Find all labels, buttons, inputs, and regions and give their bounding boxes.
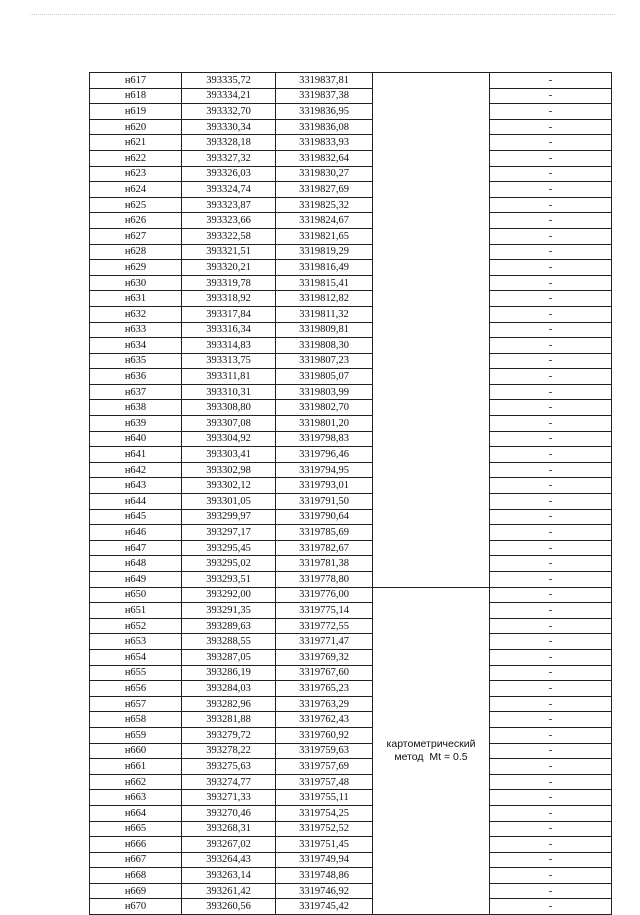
y-coordinate-cell: 3319811,32 xyxy=(276,306,373,322)
note-cell: - xyxy=(490,150,612,166)
x-coordinate-cell: 393302,12 xyxy=(182,478,276,494)
table-row xyxy=(90,696,612,712)
table-row xyxy=(90,462,612,478)
x-coordinate-cell: 393267,02 xyxy=(182,837,276,853)
point-name-cell: н632 xyxy=(90,306,182,322)
point-name-cell: н634 xyxy=(90,338,182,354)
point-name-cell: н635 xyxy=(90,353,182,369)
point-name-cell: н638 xyxy=(90,400,182,416)
y-coordinate-cell: 3319816,49 xyxy=(276,260,373,276)
table-row xyxy=(90,369,612,385)
point-name-cell: н637 xyxy=(90,384,182,400)
note-cell: - xyxy=(490,649,612,665)
y-coordinate-cell: 3319752,52 xyxy=(276,821,373,837)
point-name-cell: н650 xyxy=(90,587,182,603)
table-row xyxy=(90,665,612,681)
point-name-cell: н618 xyxy=(90,88,182,104)
note-cell: - xyxy=(490,665,612,681)
note-cell: - xyxy=(490,384,612,400)
note-cell: - xyxy=(490,244,612,260)
point-name-cell: н661 xyxy=(90,759,182,775)
table-row xyxy=(90,416,612,432)
note-cell: - xyxy=(490,431,612,447)
x-coordinate-cell: 393323,87 xyxy=(182,197,276,213)
x-coordinate-cell: 393330,34 xyxy=(182,119,276,135)
x-coordinate-cell: 393320,21 xyxy=(182,260,276,276)
y-coordinate-cell: 3319765,23 xyxy=(276,681,373,697)
point-name-cell: н656 xyxy=(90,681,182,697)
x-coordinate-cell: 393271,33 xyxy=(182,790,276,806)
point-name-cell: н642 xyxy=(90,462,182,478)
table-row xyxy=(90,400,612,416)
y-coordinate-cell: 3319830,27 xyxy=(276,166,373,182)
table-row xyxy=(90,540,612,556)
y-coordinate-cell: 3319782,67 xyxy=(276,540,373,556)
table-row xyxy=(90,572,612,588)
y-coordinate-cell: 3319771,47 xyxy=(276,634,373,650)
y-coordinate-cell: 3319748,86 xyxy=(276,868,373,884)
table-row xyxy=(90,681,612,697)
point-name-cell: н627 xyxy=(90,228,182,244)
y-coordinate-cell: 3319825,32 xyxy=(276,197,373,213)
note-cell: - xyxy=(490,213,612,229)
x-coordinate-cell: 393322,58 xyxy=(182,228,276,244)
point-name-cell: н660 xyxy=(90,743,182,759)
x-coordinate-cell: 393321,51 xyxy=(182,244,276,260)
note-cell: - xyxy=(490,416,612,432)
x-coordinate-cell: 393279,72 xyxy=(182,727,276,743)
x-coordinate-cell: 393308,80 xyxy=(182,400,276,416)
x-coordinate-cell: 393326,03 xyxy=(182,166,276,182)
x-coordinate-cell: 393286,19 xyxy=(182,665,276,681)
y-coordinate-cell: 3319809,81 xyxy=(276,322,373,338)
note-cell: - xyxy=(490,119,612,135)
y-coordinate-cell: 3319791,50 xyxy=(276,494,373,510)
point-name-cell: н630 xyxy=(90,275,182,291)
y-coordinate-cell: 3319757,69 xyxy=(276,759,373,775)
note-cell: - xyxy=(490,462,612,478)
table-row xyxy=(90,260,612,276)
table-row xyxy=(90,618,612,634)
x-coordinate-cell: 393274,77 xyxy=(182,774,276,790)
x-coordinate-cell: 393334,21 xyxy=(182,88,276,104)
note-cell: - xyxy=(490,509,612,525)
y-coordinate-cell: 3319754,25 xyxy=(276,805,373,821)
point-name-cell: н666 xyxy=(90,837,182,853)
y-coordinate-cell: 3319794,95 xyxy=(276,462,373,478)
method-accuracy: метод Mt = 0.5 xyxy=(394,750,468,763)
note-cell: - xyxy=(490,603,612,619)
point-name-cell: н636 xyxy=(90,369,182,385)
note-cell: - xyxy=(490,805,612,821)
y-coordinate-cell: 3319837,81 xyxy=(276,73,373,89)
y-coordinate-cell: 3319762,43 xyxy=(276,712,373,728)
point-name-cell: н633 xyxy=(90,322,182,338)
table-row xyxy=(90,634,612,650)
table-row xyxy=(90,244,612,260)
point-name-cell: н655 xyxy=(90,665,182,681)
x-coordinate-cell: 393260,56 xyxy=(182,899,276,915)
point-name-cell: н646 xyxy=(90,525,182,541)
table-row xyxy=(90,322,612,338)
note-cell: - xyxy=(490,182,612,198)
page-top-divider xyxy=(30,14,615,16)
x-coordinate-cell: 393328,18 xyxy=(182,135,276,151)
point-name-cell: н625 xyxy=(90,197,182,213)
point-name-cell: н631 xyxy=(90,291,182,307)
point-name-cell: н645 xyxy=(90,509,182,525)
x-coordinate-cell: 393307,08 xyxy=(182,416,276,432)
x-coordinate-cell: 393319,78 xyxy=(182,275,276,291)
point-name-cell: н658 xyxy=(90,712,182,728)
table-row xyxy=(90,868,612,884)
y-coordinate-cell: 3319778,80 xyxy=(276,572,373,588)
table-row xyxy=(90,228,612,244)
note-cell: - xyxy=(490,790,612,806)
x-coordinate-cell: 393311,81 xyxy=(182,369,276,385)
y-coordinate-cell: 3319755,11 xyxy=(276,790,373,806)
x-coordinate-cell: 393317,84 xyxy=(182,306,276,322)
x-coordinate-cell: 393287,05 xyxy=(182,649,276,665)
x-coordinate-cell: 393332,70 xyxy=(182,104,276,120)
table-row xyxy=(90,712,612,728)
y-coordinate-cell: 3319746,92 xyxy=(276,883,373,899)
x-coordinate-cell: 393303,41 xyxy=(182,447,276,463)
y-coordinate-cell: 3319824,67 xyxy=(276,213,373,229)
note-cell: - xyxy=(490,228,612,244)
y-coordinate-cell: 3319769,32 xyxy=(276,649,373,665)
point-name-cell: н649 xyxy=(90,572,182,588)
point-name-cell: н626 xyxy=(90,213,182,229)
x-coordinate-cell: 393324,74 xyxy=(182,182,276,198)
x-coordinate-cell: 393295,02 xyxy=(182,556,276,572)
x-coordinate-cell: 393278,22 xyxy=(182,743,276,759)
table-row xyxy=(90,727,612,743)
point-name-cell: н624 xyxy=(90,182,182,198)
note-cell: - xyxy=(490,681,612,697)
table-row xyxy=(90,883,612,899)
table-row xyxy=(90,852,612,868)
table-row xyxy=(90,494,612,510)
y-coordinate-cell: 3319798,83 xyxy=(276,431,373,447)
table-row xyxy=(90,743,612,759)
note-cell: - xyxy=(490,306,612,322)
note-cell: - xyxy=(490,135,612,151)
point-name-cell: н664 xyxy=(90,805,182,821)
y-coordinate-cell: 3319815,41 xyxy=(276,275,373,291)
note-cell: - xyxy=(490,759,612,775)
y-coordinate-cell: 3319790,64 xyxy=(276,509,373,525)
table-row xyxy=(90,338,612,354)
x-coordinate-cell: 393310,31 xyxy=(182,384,276,400)
table-row xyxy=(90,166,612,182)
note-cell: - xyxy=(490,556,612,572)
note-cell: - xyxy=(490,634,612,650)
coordinates-table xyxy=(89,72,612,915)
y-coordinate-cell: 3319807,23 xyxy=(276,353,373,369)
point-name-cell: н644 xyxy=(90,494,182,510)
y-coordinate-cell: 3319781,38 xyxy=(276,556,373,572)
note-cell: - xyxy=(490,821,612,837)
x-coordinate-cell: 393291,35 xyxy=(182,603,276,619)
table-row xyxy=(90,431,612,447)
x-coordinate-cell: 393292,00 xyxy=(182,587,276,603)
note-cell: - xyxy=(490,743,612,759)
x-coordinate-cell: 393268,31 xyxy=(182,821,276,837)
note-cell: - xyxy=(490,883,612,899)
note-cell: - xyxy=(490,338,612,354)
method-cell xyxy=(373,587,490,914)
point-name-cell: н665 xyxy=(90,821,182,837)
table-row xyxy=(90,509,612,525)
y-coordinate-cell: 3319745,42 xyxy=(276,899,373,915)
x-coordinate-cell: 393270,46 xyxy=(182,805,276,821)
y-coordinate-cell: 3319803,99 xyxy=(276,384,373,400)
point-name-cell: н668 xyxy=(90,868,182,884)
y-coordinate-cell: 3319832,64 xyxy=(276,150,373,166)
note-cell: - xyxy=(490,868,612,884)
x-coordinate-cell: 393304,92 xyxy=(182,431,276,447)
table-row xyxy=(90,774,612,790)
y-coordinate-cell: 3319801,20 xyxy=(276,416,373,432)
table-row xyxy=(90,478,612,494)
point-name-cell: н651 xyxy=(90,603,182,619)
table-row xyxy=(90,353,612,369)
point-name-cell: н641 xyxy=(90,447,182,463)
y-coordinate-cell: 3319812,82 xyxy=(276,291,373,307)
y-coordinate-cell: 3319776,00 xyxy=(276,587,373,603)
y-coordinate-cell: 3319827,69 xyxy=(276,182,373,198)
table-row xyxy=(90,649,612,665)
point-name-cell: н657 xyxy=(90,696,182,712)
table-row xyxy=(90,213,612,229)
point-name-cell: н640 xyxy=(90,431,182,447)
point-name-cell: н652 xyxy=(90,618,182,634)
point-name-cell: н647 xyxy=(90,540,182,556)
note-cell: - xyxy=(490,275,612,291)
table-row xyxy=(90,837,612,853)
point-name-cell: н670 xyxy=(90,899,182,915)
note-cell: - xyxy=(490,696,612,712)
table-row xyxy=(90,899,612,915)
x-coordinate-cell: 393295,45 xyxy=(182,540,276,556)
y-coordinate-cell: 3319796,46 xyxy=(276,447,373,463)
x-coordinate-cell: 393302,98 xyxy=(182,462,276,478)
point-name-cell: н654 xyxy=(90,649,182,665)
y-coordinate-cell: 3319833,93 xyxy=(276,135,373,151)
point-name-cell: н669 xyxy=(90,883,182,899)
table-row xyxy=(90,197,612,213)
note-cell: - xyxy=(490,540,612,556)
table-row xyxy=(90,556,612,572)
table-row xyxy=(90,150,612,166)
x-coordinate-cell: 393299,97 xyxy=(182,509,276,525)
table-row xyxy=(90,447,612,463)
point-name-cell: н659 xyxy=(90,727,182,743)
y-coordinate-cell: 3319775,14 xyxy=(276,603,373,619)
note-cell: - xyxy=(490,166,612,182)
y-coordinate-cell: 3319836,95 xyxy=(276,104,373,120)
note-cell: - xyxy=(490,447,612,463)
table-row xyxy=(90,805,612,821)
y-coordinate-cell: 3319767,60 xyxy=(276,665,373,681)
y-coordinate-cell: 3319751,45 xyxy=(276,837,373,853)
y-coordinate-cell: 3319760,92 xyxy=(276,727,373,743)
method-label: картометрический xyxy=(386,737,476,750)
table-row xyxy=(90,73,612,89)
y-coordinate-cell: 3319836,08 xyxy=(276,119,373,135)
note-cell: - xyxy=(490,852,612,868)
y-coordinate-cell: 3319785,69 xyxy=(276,525,373,541)
y-coordinate-cell: 3319805,07 xyxy=(276,369,373,385)
note-cell: - xyxy=(490,712,612,728)
point-name-cell: н639 xyxy=(90,416,182,432)
method-cell-empty xyxy=(373,73,490,588)
point-name-cell: н619 xyxy=(90,104,182,120)
x-coordinate-cell: 393297,17 xyxy=(182,525,276,541)
x-coordinate-cell: 393263,14 xyxy=(182,868,276,884)
note-cell: - xyxy=(490,260,612,276)
table-row xyxy=(90,821,612,837)
x-coordinate-cell: 393327,32 xyxy=(182,150,276,166)
x-coordinate-cell: 393318,92 xyxy=(182,291,276,307)
table-row xyxy=(90,384,612,400)
x-coordinate-cell: 393313,75 xyxy=(182,353,276,369)
table-row xyxy=(90,291,612,307)
table-row xyxy=(90,119,612,135)
y-coordinate-cell: 3319759,63 xyxy=(276,743,373,759)
table-row xyxy=(90,306,612,322)
point-name-cell: н621 xyxy=(90,135,182,151)
point-name-cell: н622 xyxy=(90,150,182,166)
y-coordinate-cell: 3319763,29 xyxy=(276,696,373,712)
x-coordinate-cell: 393288,55 xyxy=(182,634,276,650)
x-coordinate-cell: 393282,96 xyxy=(182,696,276,712)
table-row xyxy=(90,104,612,120)
point-name-cell: н663 xyxy=(90,790,182,806)
point-name-cell: н653 xyxy=(90,634,182,650)
y-coordinate-cell: 3319821,65 xyxy=(276,228,373,244)
table-row xyxy=(90,759,612,775)
x-coordinate-cell: 393281,88 xyxy=(182,712,276,728)
y-coordinate-cell: 3319819,29 xyxy=(276,244,373,260)
table-row xyxy=(90,182,612,198)
table-row xyxy=(90,135,612,151)
x-coordinate-cell: 393335,72 xyxy=(182,73,276,89)
note-cell: - xyxy=(490,291,612,307)
x-coordinate-cell: 393261,42 xyxy=(182,883,276,899)
note-cell: - xyxy=(490,899,612,915)
table-row xyxy=(90,790,612,806)
y-coordinate-cell: 3319757,48 xyxy=(276,774,373,790)
note-cell: - xyxy=(490,104,612,120)
point-name-cell: н643 xyxy=(90,478,182,494)
note-cell: - xyxy=(490,353,612,369)
note-cell: - xyxy=(490,494,612,510)
note-cell: - xyxy=(490,774,612,790)
point-name-cell: н623 xyxy=(90,166,182,182)
y-coordinate-cell: 3319772,55 xyxy=(276,618,373,634)
x-coordinate-cell: 393323,66 xyxy=(182,213,276,229)
note-cell: - xyxy=(490,197,612,213)
point-name-cell: н620 xyxy=(90,119,182,135)
note-cell: - xyxy=(490,478,612,494)
note-cell: - xyxy=(490,88,612,104)
coordinates-table-body xyxy=(90,73,612,915)
x-coordinate-cell: 393284,03 xyxy=(182,681,276,697)
table-row xyxy=(90,525,612,541)
note-cell: - xyxy=(490,618,612,634)
y-coordinate-cell: 3319802,70 xyxy=(276,400,373,416)
x-coordinate-cell: 393316,34 xyxy=(182,322,276,338)
table-row xyxy=(90,88,612,104)
point-name-cell: н667 xyxy=(90,852,182,868)
x-coordinate-cell: 393289,63 xyxy=(182,618,276,634)
note-cell: - xyxy=(490,837,612,853)
y-coordinate-cell: 3319808,30 xyxy=(276,338,373,354)
point-name-cell: н628 xyxy=(90,244,182,260)
note-cell: - xyxy=(490,369,612,385)
point-name-cell: н648 xyxy=(90,556,182,572)
x-coordinate-cell: 393275,63 xyxy=(182,759,276,775)
x-coordinate-cell: 393264,43 xyxy=(182,852,276,868)
x-coordinate-cell: 393301,05 xyxy=(182,494,276,510)
note-cell: - xyxy=(490,73,612,89)
note-cell: - xyxy=(490,572,612,588)
note-cell: - xyxy=(490,400,612,416)
point-name-cell: н629 xyxy=(90,260,182,276)
table-row xyxy=(90,275,612,291)
y-coordinate-cell: 3319749,94 xyxy=(276,852,373,868)
note-cell: - xyxy=(490,322,612,338)
x-coordinate-cell: 393293,51 xyxy=(182,572,276,588)
note-cell: - xyxy=(490,727,612,743)
y-coordinate-cell: 3319793,01 xyxy=(276,478,373,494)
note-cell: - xyxy=(490,525,612,541)
point-name-cell: н662 xyxy=(90,774,182,790)
note-cell: - xyxy=(490,587,612,603)
y-coordinate-cell: 3319837,38 xyxy=(276,88,373,104)
point-name-cell: н617 xyxy=(90,73,182,89)
x-coordinate-cell: 393314,83 xyxy=(182,338,276,354)
table-row xyxy=(90,587,612,603)
table-row xyxy=(90,603,612,619)
